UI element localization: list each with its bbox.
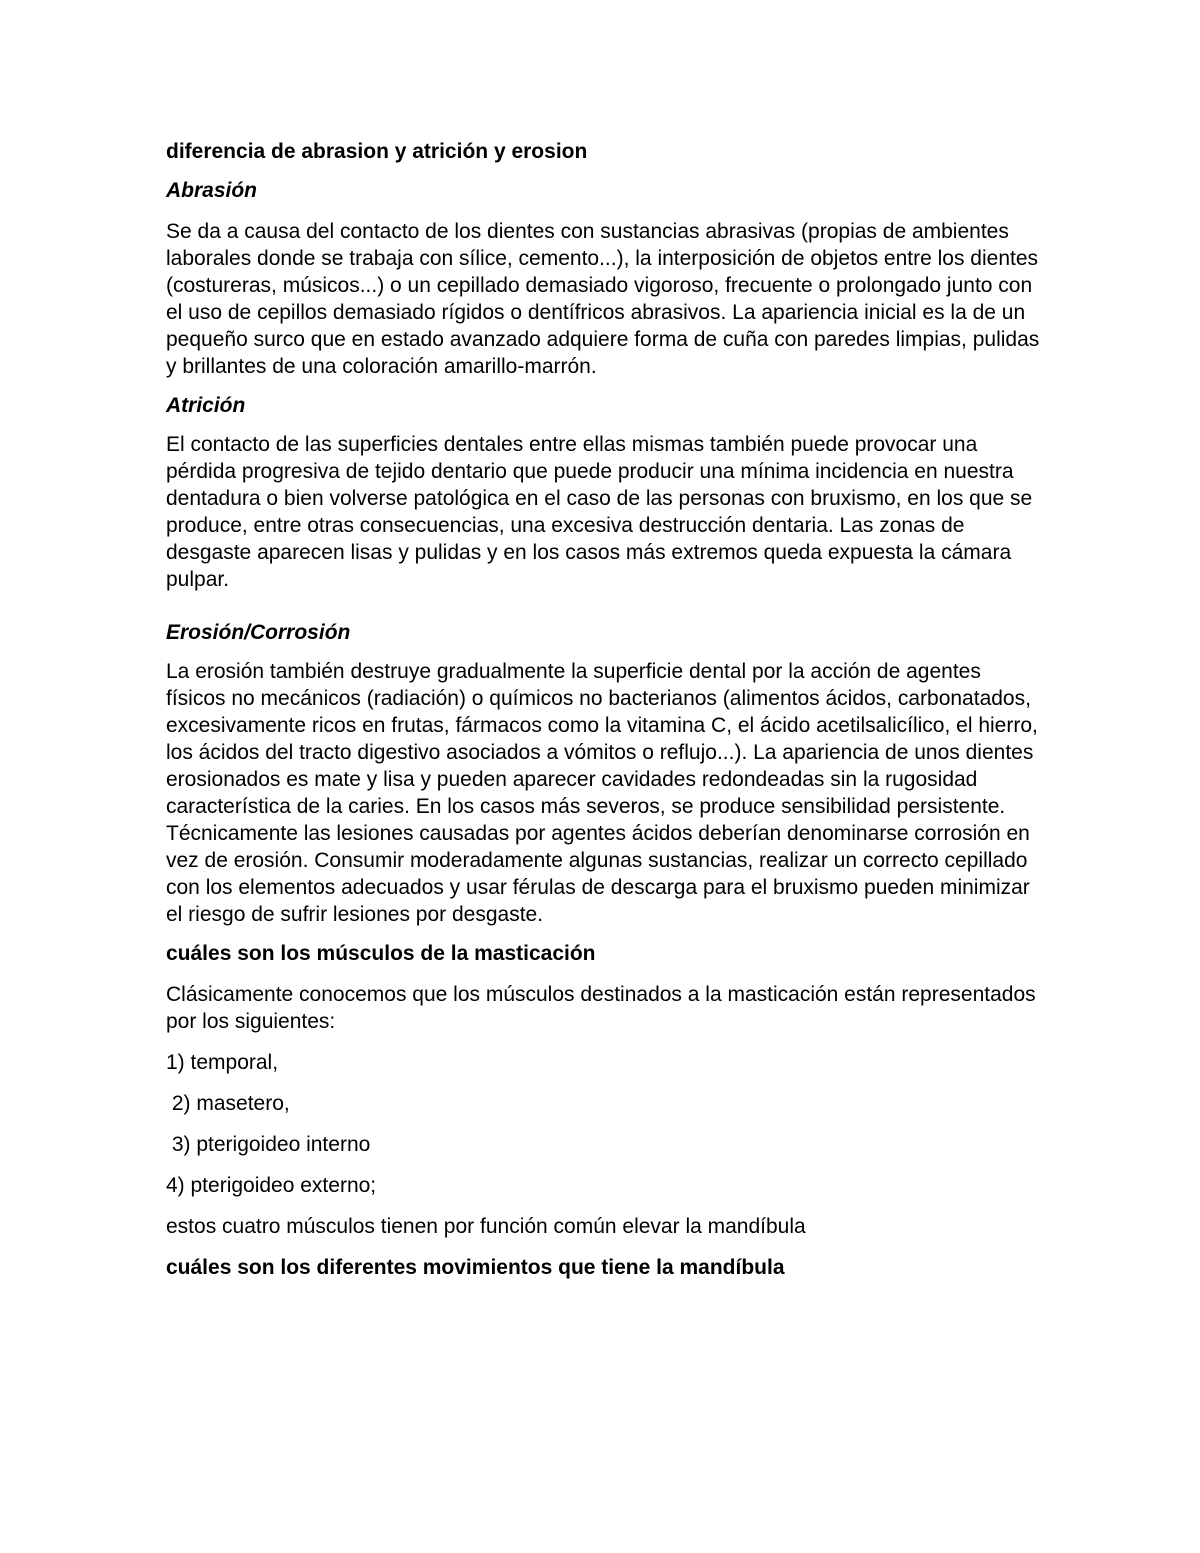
document-content	[166, 138, 1046, 1281]
section-body-abrasion: Se da a causa del contacto de los dientes con sustancias abrasivas (propias de ambientes laborales donde se trabaja con sílice, cemento...), la interposición de objetos entre los dientes (costureras, músicos...) o un cepillado demasiado vigoroso, frecuente o prolongado junto con el uso de cepillos demasiado rígidos o dentífricos abrasivos. La apariencia inicial es la de un pequeño surco que en estado avanzado adquiere forma de cuña con paredes limpias, pulidas y brillantes de una coloración amarillo-marrón.	[166, 220, 1040, 378]
document-title: diferencia de abrasion y atrición y erosion	[166, 140, 588, 163]
section-heading-erosion: Erosión/Corrosión	[166, 621, 351, 644]
muscles-conclusion: estos cuatro músculos tienen por función común elevar la mandíbula	[166, 1215, 806, 1238]
muscles-intro: Clásicamente conocemos que los músculos destinados a la masticación están representados por los siguientes:	[166, 983, 1036, 1033]
list-item: 2) masetero,	[166, 1092, 290, 1115]
list-item: 4) pterigoideo externo;	[166, 1174, 377, 1197]
section-heading-atricion: Atrición	[166, 394, 246, 417]
list-item: 1) temporal,	[166, 1051, 279, 1074]
section-body-erosion: La erosión también destruye gradualmente la superficie dental por la acción de agentes físicos no mecánicos (radiación) o químicos no bacterianos (alimentos ácidos, carbonatados, excesivamente ricos en frutas, fármacos como la vitamina C, el ácido acetilsalicílico, el hierro, los ácidos del tracto digestivo asociados a vómitos o reflujo...). La apariencia de unos dientes erosionados es mate y lisa y pueden aparecer cavidades redondeadas sin la rugosidad característica de la caries. En los casos más severos, se produce sensibilidad persistente. Técnicamente las lesiones causadas por agentes ácidos deberían denominarse corrosión en vez de erosión. Consumir moderadamente algunas sustancias, realizar un correcto cepillado con los elementos adecuados y usar férulas de descarga para el bruxismo pueden minimizar el riesgo de sufrir lesiones por desgaste.	[166, 660, 1038, 926]
section-body-atricion: El contacto de las superficies dentales entre ellas mismas también puede provocar una pérdida progresiva de tejido dentario que puede producir una mínima incidencia en nuestra dentadura o bien volverse patológica en el caso de las personas con bruxismo, en los que se produce, entre otras consecuencias, una excesiva destrucción dentaria. Las zonas de desgaste aparecen lisas y pulidas y en los casos más extremos queda expuesta la cámara pulpar.	[166, 433, 1033, 591]
list-item: 3) pterigoideo interno	[166, 1133, 371, 1156]
question-movements-heading: cuáles son los diferentes movimientos que tiene la mandíbula	[166, 1256, 785, 1279]
question-muscles-heading: cuáles son los músculos de la masticación	[166, 942, 596, 965]
section-heading-abrasion: Abrasión	[166, 179, 258, 202]
